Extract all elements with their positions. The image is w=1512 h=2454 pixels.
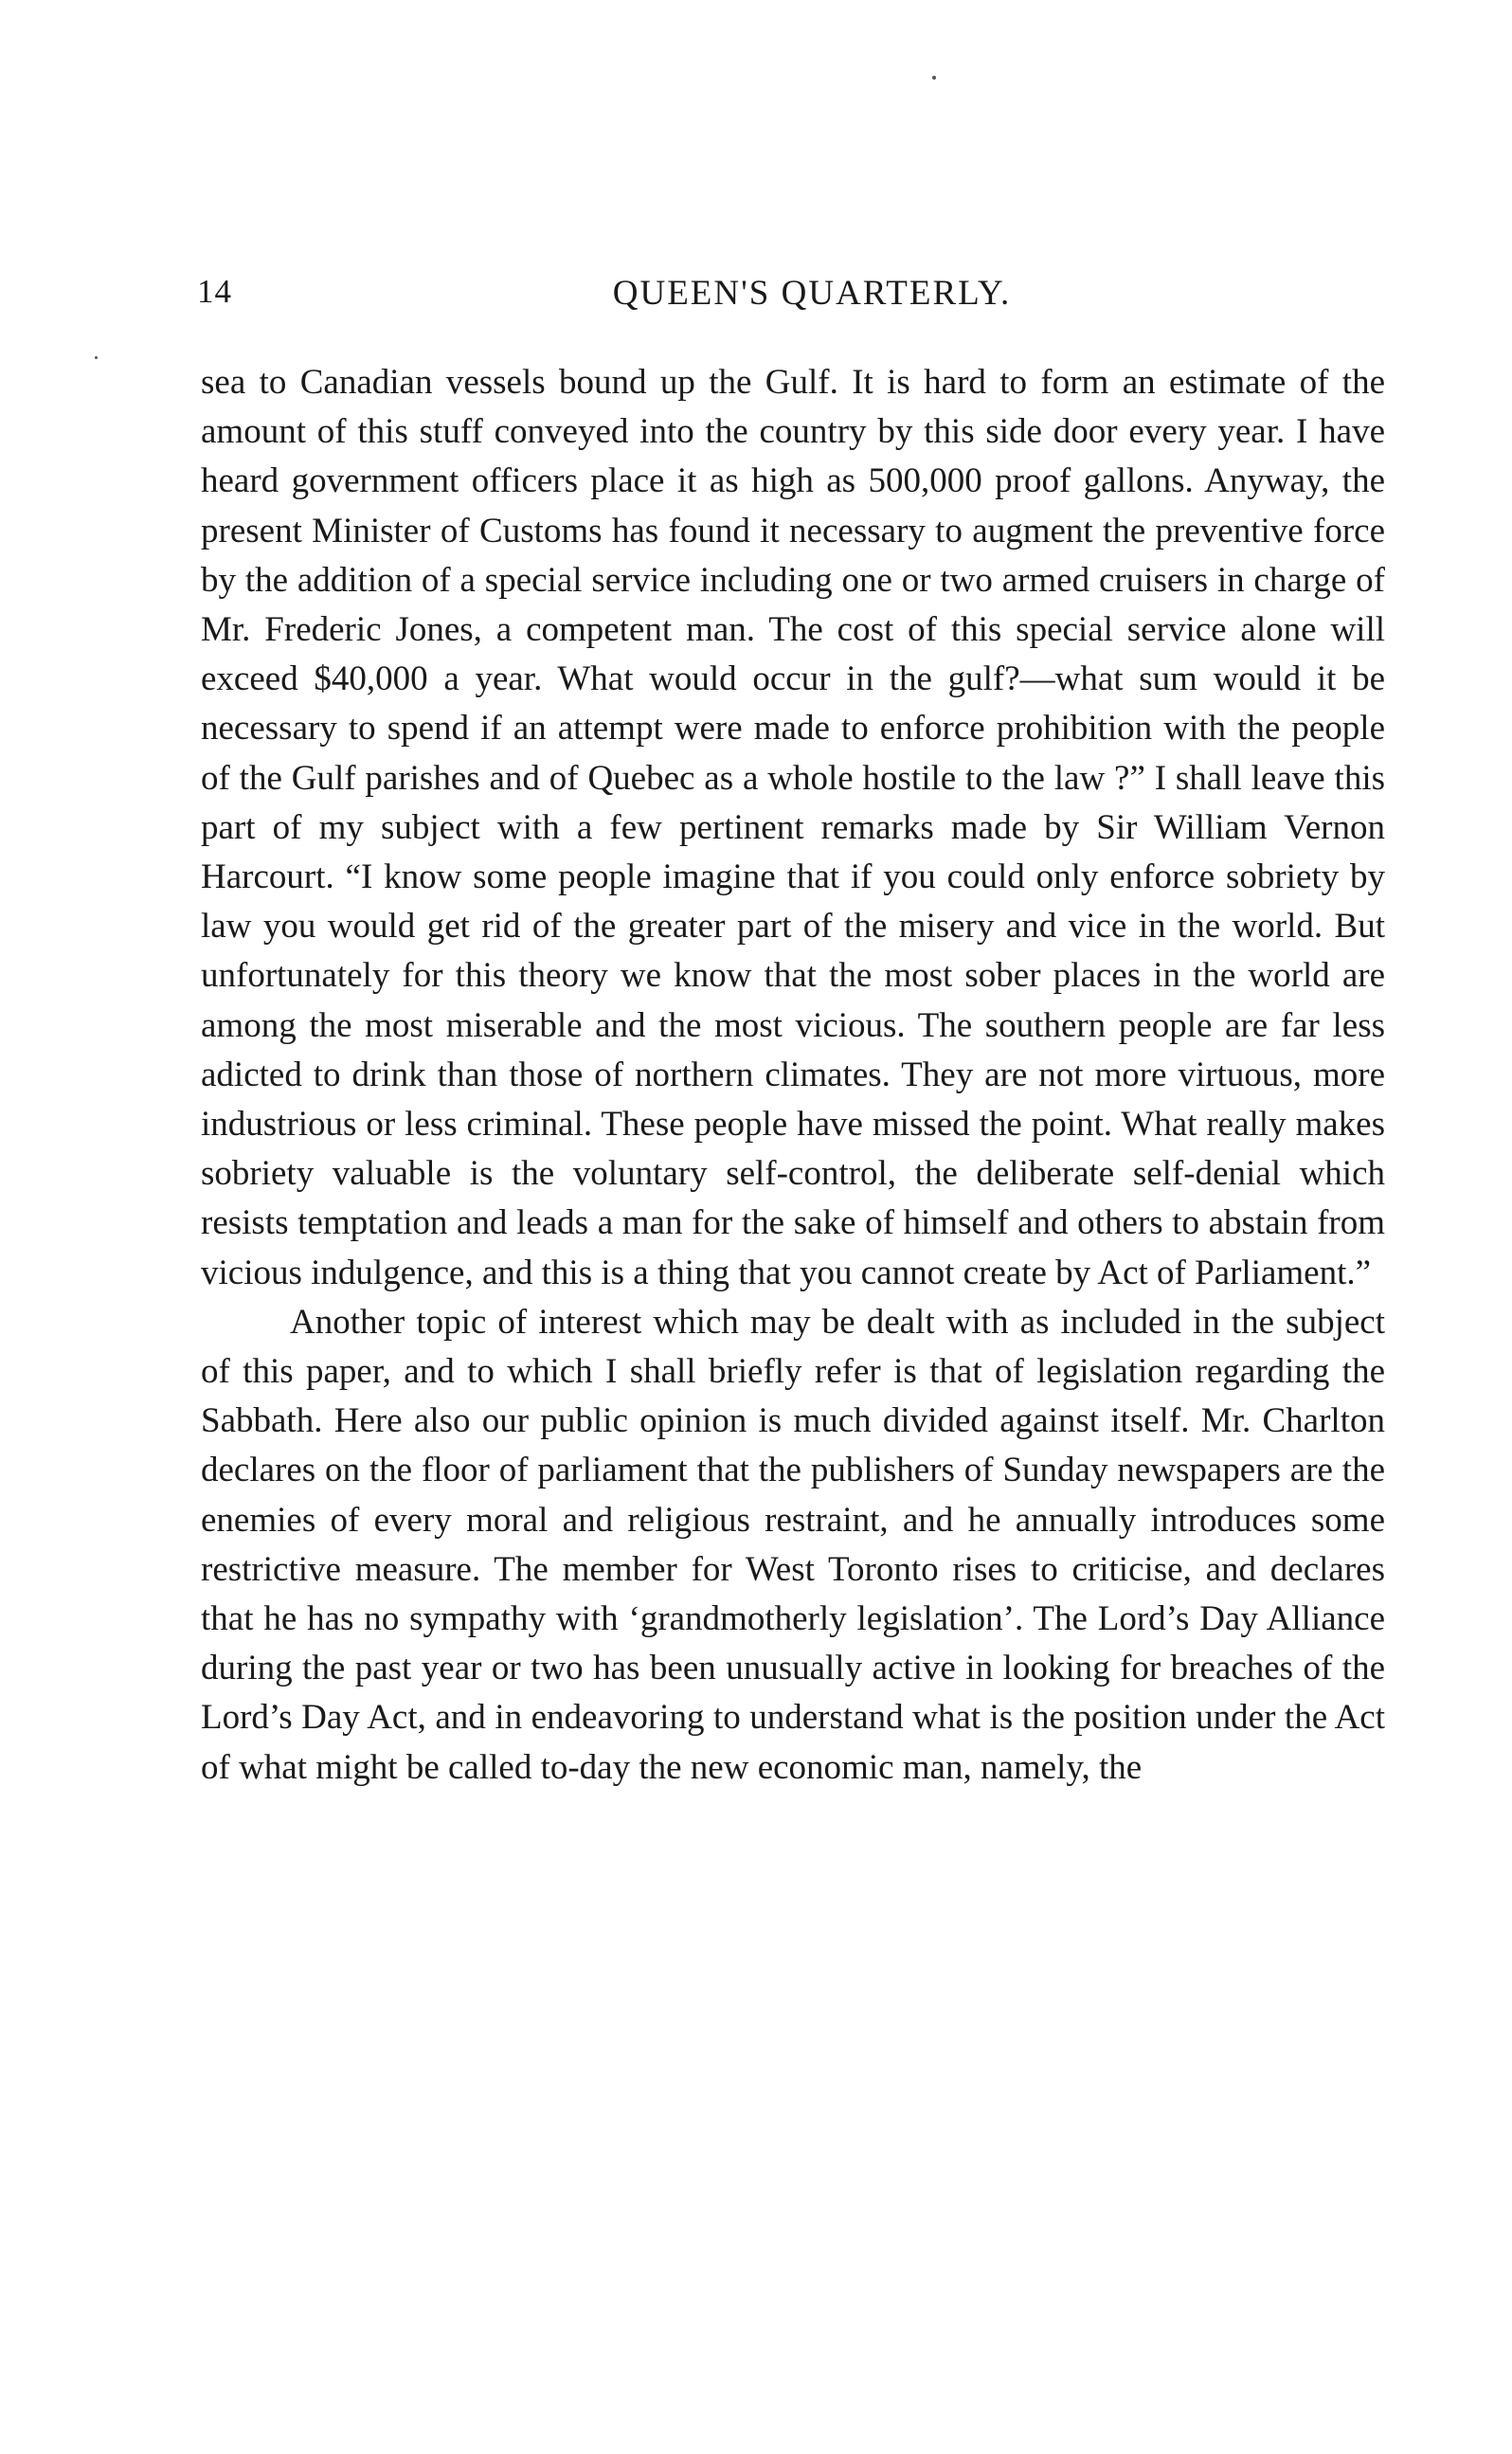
- page-header: [197, 273, 1389, 330]
- print-speck: [932, 76, 936, 80]
- print-speck: [95, 356, 98, 359]
- body-text: [201, 358, 1385, 1793]
- running-head: QUEEN'S QUARTERLY.: [612, 274, 1012, 313]
- paragraph: Another topic of interest which may be dealt with as included in the subject of this paper, and to which I shall briefly refer is that of legislation regarding the Sabbath. Here also our public opinion is much divided against itself. Mr. Charlton declares on the floor of parliament that the publishers of Sunday newspapers are the enemies of every moral and religious restraint, and he annually introduces some restrictive measure. The member for West Toronto rises to criticise, and declares that he has no sympathy with ‘grandmotherly legislation’. The Lord’s Day Alliance during the past year or two has been unusually active in looking for breaches of the Lord’s Day Act, and in endeavoring to understand what is the position under the Act of what might be called to-day the new economic man, namely, the: [201, 1302, 1385, 1787]
- paragraph: sea to Canadian vessels bound up the Gulf. It is hard to form an estimate of the amount of this stuff conveyed into the country by this side door every year. I have heard government officers place it as high as 500,000 proof gallons. Anyway, the present Minister of Customs has found it necessary to augment the preventive force by the addition of a special service including one or two armed cruisers in charge of Mr. Frederic Jones, a competent man. The cost of this special service alone will exceed $40,000 a year. What would occur in the gulf?—what sum would it be necessary to spend if an attempt were made to enforce prohibition with the people of the Gulf parishes and of Quebec as a whole hostile to the law ?” I shall leave this part of my subject with a few pertinent remarks made by Sir William Vernon Harcourt. “I know some people imagine that if you could only enforce sobriety by law you would get rid of the greater part of the misery and vice in the world. But unfortunately for this theory we know that the most sober places in the world are among the most miserable and the most vicious. The southern people are far less adicted to drink than those of northern climates. They are not more virtuous, more industrious or less criminal. These people have missed the point. What really makes sobriety valuable is the voluntary self-control, the deliberate self-denial which resists temptation and leads a man for the sake of himself and others to abstain from vicious indulgence, and this is a thing that you cannot create by Act of Parliament.”: [201, 363, 1385, 1292]
- page-number: 14: [197, 273, 232, 310]
